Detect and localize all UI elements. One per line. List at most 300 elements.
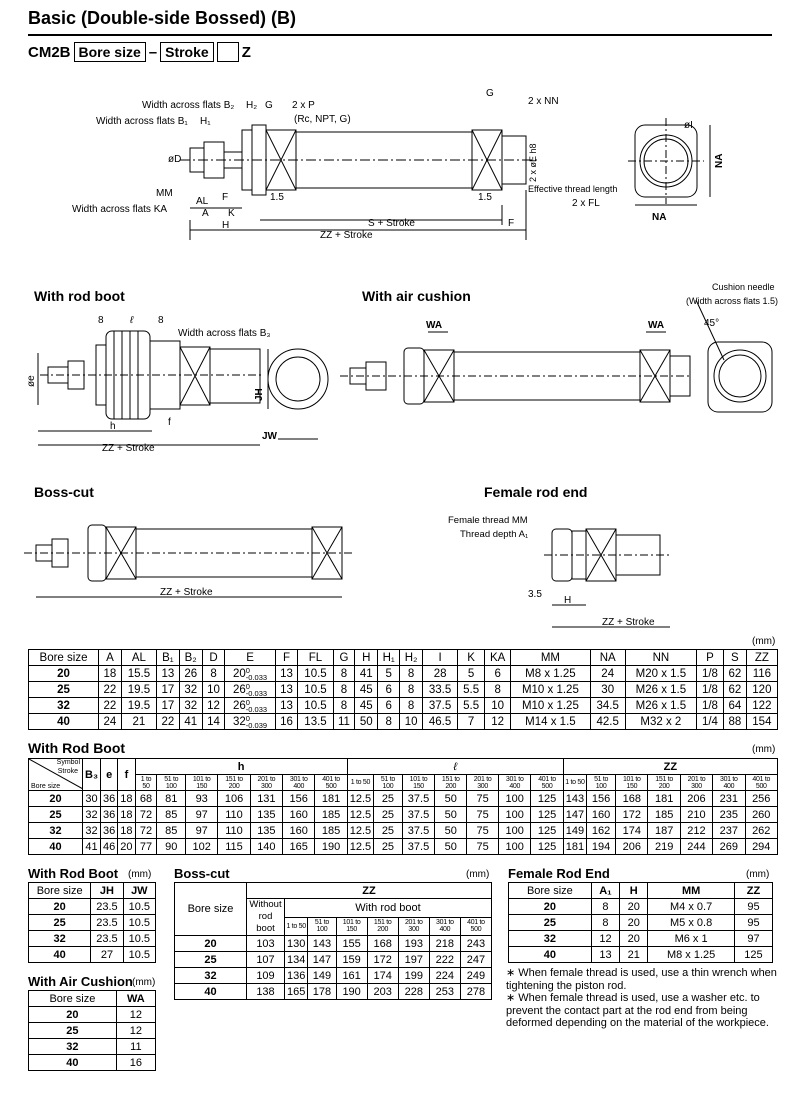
stroke-box: Stroke bbox=[160, 42, 214, 62]
table-row bbox=[29, 807, 778, 823]
table-cell: 25 bbox=[29, 807, 83, 823]
table-cell: 50 bbox=[435, 791, 467, 807]
table-cell: 25 bbox=[175, 952, 247, 968]
bc-range-2: 101 to 150 bbox=[336, 917, 367, 936]
table-cell: 12 bbox=[202, 698, 225, 714]
table-cell: 8 bbox=[333, 698, 355, 714]
aircushion-title: With Air Cushion bbox=[28, 974, 133, 989]
table-cell: 10.5 bbox=[123, 915, 155, 931]
table-cell: 62 bbox=[723, 682, 746, 698]
bc-group-zz: ZZ bbox=[247, 883, 492, 899]
main-col-7: F bbox=[275, 650, 298, 666]
e-value: 26 bbox=[232, 699, 246, 712]
table-cell: 149 bbox=[308, 968, 336, 984]
rb-range-1-2: 101 to 150 bbox=[402, 775, 435, 791]
main-col-5: D bbox=[202, 650, 225, 666]
lbl-wab2: Width across flats B₂ bbox=[142, 100, 235, 111]
table-cell: 6 bbox=[485, 666, 511, 682]
table-cell: 32 bbox=[29, 1039, 117, 1055]
table-cell: 131 bbox=[250, 791, 282, 807]
table-cell: 17 bbox=[156, 698, 179, 714]
table-cell: 125 bbox=[531, 807, 563, 823]
table-cell: 13 bbox=[275, 698, 298, 714]
table-cell: 30 bbox=[590, 682, 625, 698]
rodboot-corner bbox=[29, 759, 83, 791]
table-cell: 25 bbox=[29, 1023, 117, 1039]
table-cell: 46.5 bbox=[423, 714, 458, 730]
table-cell: 149 bbox=[563, 823, 586, 839]
table-cell: 1/8 bbox=[696, 666, 723, 682]
lbl-al: AL bbox=[196, 196, 209, 207]
table-cell: 25 bbox=[509, 915, 592, 931]
table-cell: 41 bbox=[83, 839, 101, 855]
table-cell: 125 bbox=[734, 947, 772, 963]
table-cell: 21 bbox=[620, 947, 648, 963]
main-col-19: P bbox=[696, 650, 723, 666]
table-cell: 140 bbox=[250, 839, 282, 855]
rodboot-table-unit: (mm) bbox=[752, 744, 776, 755]
bc-range-6: 401 to 500 bbox=[460, 917, 491, 936]
lbl-na2: NA bbox=[652, 212, 667, 223]
e-lower: -0.039 bbox=[245, 720, 268, 730]
table-cell: 13 bbox=[275, 682, 298, 698]
table-cell: 33.5 bbox=[423, 682, 458, 698]
table-cell: 26 bbox=[179, 666, 202, 682]
table-cell: 206 bbox=[616, 839, 648, 855]
rb-range-2-3: 151 to 200 bbox=[648, 775, 680, 791]
table-cell: 194 bbox=[587, 839, 616, 855]
table-cell: 18 bbox=[118, 823, 135, 839]
table-cell: 13 bbox=[591, 947, 619, 963]
table-cell: 32 bbox=[175, 968, 247, 984]
lbl-wab1: Width across flats B₁ bbox=[96, 116, 188, 127]
table-cell: 120 bbox=[746, 682, 777, 698]
table-row bbox=[29, 823, 778, 839]
lbl-rb-e: øe bbox=[26, 375, 37, 387]
table-cell: 16 bbox=[116, 1055, 155, 1071]
table-cell: 12 bbox=[116, 1023, 155, 1039]
e-tolerance bbox=[246, 699, 267, 713]
table-cell: 256 bbox=[745, 791, 778, 807]
rb-range-2-1: 51 to 100 bbox=[587, 775, 616, 791]
table-row bbox=[29, 682, 778, 698]
table-cell: 88 bbox=[723, 714, 746, 730]
lbl-rb-jw: JW bbox=[262, 431, 277, 442]
table-cell: 75 bbox=[467, 807, 499, 823]
table-cell: 25 bbox=[374, 839, 403, 855]
main-col-4: B₂ bbox=[179, 650, 202, 666]
lbl-k: K bbox=[228, 208, 235, 219]
lbl-bc-zz: ZZ + Stroke bbox=[160, 587, 213, 598]
lbl-rb-8b: 8 bbox=[158, 315, 164, 326]
table-cell: 5 bbox=[378, 666, 400, 682]
aircushion-table bbox=[28, 990, 156, 1071]
main-col-17: NA bbox=[590, 650, 625, 666]
rb-range-1-4: 201 to 300 bbox=[467, 775, 499, 791]
table-cell: 262 bbox=[745, 823, 778, 839]
section-aircushion: With air cushion bbox=[362, 288, 471, 304]
bc-col-without: Without rod boot bbox=[247, 899, 285, 936]
table-cell: M5 x 0.8 bbox=[648, 915, 735, 931]
bosscut-table-unit: (mm) bbox=[466, 869, 490, 880]
table-cell: 36 bbox=[101, 807, 118, 823]
lbl-p: 2 x P bbox=[292, 100, 315, 111]
table-cell: M8 x 1.25 bbox=[511, 666, 590, 682]
srb-col-0: Bore size bbox=[29, 883, 91, 899]
table-cell: 10 bbox=[202, 682, 225, 698]
rb-range-1-1: 51 to 100 bbox=[374, 775, 403, 791]
table-cell: 20 bbox=[620, 931, 648, 947]
table-cell: 8 bbox=[400, 666, 423, 682]
table-cell: M6 x 1 bbox=[648, 931, 735, 947]
table-cell: 116 bbox=[746, 666, 777, 682]
main-spec-table bbox=[28, 649, 778, 730]
rb-range-0-2: 101 to 150 bbox=[186, 775, 218, 791]
table-cell: 27 bbox=[91, 947, 123, 963]
table-cell: 172 bbox=[367, 952, 398, 968]
rb-group-zz: ZZ bbox=[563, 759, 777, 775]
section-female: Female rod end bbox=[484, 484, 588, 500]
table-cell: 50 bbox=[435, 839, 467, 855]
table-cell: 172 bbox=[616, 807, 648, 823]
rb-range-0-1: 51 to 100 bbox=[157, 775, 186, 791]
table-cell: 41 bbox=[355, 666, 378, 682]
lbl-fl: 2 x FL bbox=[572, 198, 600, 209]
table-cell: 125 bbox=[531, 791, 563, 807]
table-row bbox=[29, 666, 778, 682]
female-table bbox=[508, 882, 773, 963]
table-cell: 85 bbox=[157, 823, 186, 839]
bore-size-box: Bore size bbox=[74, 42, 146, 62]
lbl-rb-l: ℓ bbox=[130, 315, 134, 326]
table-cell: 8 bbox=[591, 915, 619, 931]
rb-range-1-3: 151 to 200 bbox=[435, 775, 467, 791]
table-cell: 25 bbox=[374, 823, 403, 839]
table-cell: 72 bbox=[135, 823, 157, 839]
main-col-8: FL bbox=[298, 650, 333, 666]
table-row bbox=[509, 947, 773, 963]
e-upper: 0 bbox=[245, 681, 250, 691]
table-cell: 235 bbox=[713, 807, 745, 823]
table-row bbox=[29, 698, 778, 714]
table-cell: 50 bbox=[435, 807, 467, 823]
lbl-na1: NA bbox=[714, 153, 725, 168]
lbl-g2: G bbox=[486, 88, 494, 99]
fr-col-4: ZZ bbox=[734, 883, 772, 899]
table-row bbox=[29, 1023, 156, 1039]
table-cell: 97 bbox=[186, 807, 218, 823]
table-cell: 165 bbox=[283, 839, 315, 855]
table-cell: M26 x 1.5 bbox=[625, 698, 696, 714]
table-cell: 278 bbox=[460, 984, 491, 1000]
lbl-wa2: WA bbox=[648, 320, 665, 331]
table-cell: 10.5 bbox=[298, 666, 333, 682]
table-cell: 130 bbox=[285, 936, 308, 952]
table-cell: 5.5 bbox=[458, 682, 485, 698]
female-table-title: Female Rod End bbox=[508, 866, 610, 881]
table-cell: 11 bbox=[333, 714, 355, 730]
table-cell: 13 bbox=[156, 666, 179, 682]
table-cell: 199 bbox=[398, 968, 429, 984]
table-cell: 107 bbox=[247, 952, 285, 968]
rodboot-drawing bbox=[0, 305, 350, 455]
lbl-rb-jh: JH bbox=[254, 388, 265, 401]
table-cell: 136 bbox=[285, 968, 308, 984]
lbl-fr-a1: Thread depth A₁ bbox=[460, 529, 529, 540]
lbl-d: øD bbox=[168, 154, 182, 165]
table-cell: M8 x 1.25 bbox=[648, 947, 735, 963]
table-cell: 34.5 bbox=[590, 698, 625, 714]
rb-range-2-0: 1 to 50 bbox=[563, 775, 586, 791]
table-cell: 50 bbox=[435, 823, 467, 839]
main-col-16: MM bbox=[511, 650, 590, 666]
note-1: ∗ When female thread is used, use a thin wrench when tightening the piston rod. bbox=[506, 967, 777, 992]
table-cell: 12 bbox=[116, 1007, 155, 1023]
lbl-zz: ZZ + Stroke bbox=[320, 230, 373, 241]
e-lower: -0.033 bbox=[245, 704, 268, 714]
main-col-6: E bbox=[225, 650, 275, 666]
lbl-h2: H₂ bbox=[246, 100, 258, 111]
table-cell: 20 bbox=[118, 839, 135, 855]
table-cell: 85 bbox=[157, 807, 186, 823]
table-cell: 168 bbox=[367, 936, 398, 952]
lbl-fr-zz: ZZ + Stroke bbox=[602, 617, 655, 628]
table-cell: 269 bbox=[713, 839, 745, 855]
table-cell: 32 bbox=[179, 682, 202, 698]
table-cell: 203 bbox=[367, 984, 398, 1000]
main-col-13: I bbox=[423, 650, 458, 666]
table-cell: 8 bbox=[400, 698, 423, 714]
table-cell: 156 bbox=[283, 791, 315, 807]
table-cell: 8 bbox=[202, 666, 225, 682]
table-cell: 25 bbox=[29, 915, 91, 931]
table-cell: 20 bbox=[29, 1007, 117, 1023]
lbl-rb-h: h bbox=[110, 421, 116, 432]
table-cell: 100 bbox=[499, 839, 531, 855]
bosscut-table-title: Boss-cut bbox=[174, 866, 230, 881]
table-cell: 14 bbox=[202, 714, 225, 730]
table-cell: 185 bbox=[315, 807, 347, 823]
e-upper: 0 bbox=[245, 665, 250, 675]
table-row bbox=[29, 947, 156, 963]
e-value: 20 bbox=[232, 667, 246, 680]
table-cell: 115 bbox=[218, 839, 250, 855]
table-cell: 25 bbox=[374, 807, 403, 823]
e-value: 26 bbox=[232, 683, 246, 696]
female-drawing bbox=[440, 505, 780, 635]
table-cell: 40 bbox=[29, 714, 99, 730]
model-code bbox=[28, 42, 251, 62]
table-row bbox=[29, 791, 778, 807]
table-cell: 12 bbox=[485, 714, 511, 730]
table-cell: 165 bbox=[285, 984, 308, 1000]
table-row bbox=[29, 915, 156, 931]
table-cell: 75 bbox=[467, 791, 499, 807]
table-cell: 154 bbox=[746, 714, 777, 730]
table-cell: 37.5 bbox=[402, 839, 435, 855]
table-cell: 37.5 bbox=[423, 698, 458, 714]
table-cell: 218 bbox=[429, 936, 460, 952]
table-cell: 197 bbox=[398, 952, 429, 968]
table-cell: 185 bbox=[315, 823, 347, 839]
table-cell: 1/4 bbox=[696, 714, 723, 730]
table-cell: 20 bbox=[29, 791, 83, 807]
fr-col-2: H bbox=[620, 883, 648, 899]
table-cell: 156 bbox=[587, 791, 616, 807]
table-cell: 190 bbox=[336, 984, 367, 1000]
table-cell: 23.5 bbox=[91, 931, 123, 947]
rb-range-1-5: 301 to 400 bbox=[499, 775, 531, 791]
e-lower: -0.033 bbox=[245, 672, 268, 682]
model-dash: – bbox=[148, 43, 158, 61]
table-row bbox=[175, 936, 492, 952]
lbl-i: øI bbox=[684, 120, 693, 131]
table-cell: 10.5 bbox=[298, 698, 333, 714]
table-cell: 106 bbox=[218, 791, 250, 807]
table-cell: 253 bbox=[429, 984, 460, 1000]
small-rodboot-title: With Rod Boot bbox=[28, 866, 119, 881]
bc-group-with: With rod boot bbox=[285, 899, 492, 918]
main-col-10: H bbox=[355, 650, 378, 666]
lbl-needle-flats: (Width across flats 1.5) bbox=[686, 296, 779, 306]
table-cell: 32 bbox=[83, 807, 101, 823]
rb-range-2-4: 201 to 300 bbox=[680, 775, 712, 791]
table-cell: 8 bbox=[333, 682, 355, 698]
table-cell: 75 bbox=[467, 823, 499, 839]
main-col-15: KA bbox=[485, 650, 511, 666]
table-cell: 10.5 bbox=[123, 899, 155, 915]
lbl-eff: Effective thread length bbox=[528, 184, 618, 194]
rb-col-e: e bbox=[101, 759, 118, 791]
table-cell: 81 bbox=[157, 791, 186, 807]
note-2: ∗ When female thread is used, use a washer etc. to prevent the contact part at the rod end from being deformed depending on the material of the workpiece. bbox=[506, 992, 769, 1029]
main-col-12: H₂ bbox=[400, 650, 423, 666]
table-row bbox=[175, 984, 492, 1000]
table-cell: 190 bbox=[315, 839, 347, 855]
table-cell: 134 bbox=[285, 952, 308, 968]
table-cell: 8 bbox=[333, 666, 355, 682]
table-cell: 125 bbox=[531, 839, 563, 855]
table-cell: 13.5 bbox=[298, 714, 333, 730]
table-cell: 160 bbox=[587, 807, 616, 823]
table-cell: 93 bbox=[186, 791, 218, 807]
table-cell: 68 bbox=[135, 791, 157, 807]
table-cell: 178 bbox=[308, 984, 336, 1000]
table-cell: 18 bbox=[118, 791, 135, 807]
table-cell: 187 bbox=[648, 823, 680, 839]
e-value: 32 bbox=[232, 715, 246, 728]
table-cell: 15.5 bbox=[121, 666, 156, 682]
table-cell: 12 bbox=[591, 931, 619, 947]
table-cell: 206 bbox=[680, 791, 712, 807]
corner-stroke: Stroke bbox=[57, 768, 78, 775]
table-cell: 50 bbox=[355, 714, 378, 730]
table-cell: 222 bbox=[429, 952, 460, 968]
rb-range-0-6: 401 to 500 bbox=[315, 775, 347, 791]
table-cell: 224 bbox=[429, 968, 460, 984]
table-cell: 24 bbox=[590, 666, 625, 682]
table-cell: 231 bbox=[713, 791, 745, 807]
rb-range-0-4: 201 to 300 bbox=[250, 775, 282, 791]
table-row bbox=[29, 714, 778, 730]
table-cell: 97 bbox=[186, 823, 218, 839]
bc-col-bore: Bore size bbox=[175, 883, 247, 936]
lbl-h1: H₁ bbox=[200, 116, 211, 127]
table-cell: 32 bbox=[29, 698, 99, 714]
table-cell: 13 bbox=[275, 666, 298, 682]
lbl-a: A bbox=[202, 208, 209, 219]
table-cell: 19.5 bbox=[121, 698, 156, 714]
table-cell: 97 bbox=[734, 931, 772, 947]
table-cell: 181 bbox=[563, 839, 586, 855]
table-cell: 147 bbox=[563, 807, 586, 823]
main-drawing bbox=[0, 80, 800, 250]
main-col-9: G bbox=[333, 650, 355, 666]
table-cell: 95 bbox=[734, 899, 772, 915]
lbl-rb-zz: ZZ + Stroke bbox=[102, 443, 155, 454]
table-row bbox=[29, 839, 778, 855]
table-cell: M20 x 1.5 bbox=[625, 666, 696, 682]
table-cell: 135 bbox=[250, 823, 282, 839]
aircushion-unit: (mm) bbox=[132, 977, 156, 988]
table-cell: 110 bbox=[218, 807, 250, 823]
table-cell: 5.5 bbox=[458, 698, 485, 714]
rodboot-table-title: With Rod Boot bbox=[28, 740, 126, 756]
table-cell: 174 bbox=[367, 968, 398, 984]
bc-range-5: 301 to 400 bbox=[429, 917, 460, 936]
table-cell: 102 bbox=[186, 839, 218, 855]
table-cell: 21 bbox=[121, 714, 156, 730]
fr-col-0: Bore size bbox=[509, 883, 592, 899]
table-cell: 41 bbox=[179, 714, 202, 730]
table-cell: 36 bbox=[101, 823, 118, 839]
srb-col-1: JH bbox=[91, 883, 123, 899]
table-cell: 160 bbox=[283, 807, 315, 823]
lbl-ff: F bbox=[508, 218, 515, 229]
rb-range-0-0: 1 to 50 bbox=[135, 775, 157, 791]
lbl-fr-mm: Female thread MM bbox=[448, 515, 528, 526]
table-cell: 28 bbox=[423, 666, 458, 682]
table-cell: 23.5 bbox=[91, 915, 123, 931]
table-cell: 168 bbox=[616, 791, 648, 807]
table-cell: 1/8 bbox=[696, 682, 723, 698]
title-divider bbox=[28, 34, 772, 36]
table-cell: 12.5 bbox=[347, 839, 373, 855]
table-cell: 62 bbox=[723, 666, 746, 682]
main-col-21: ZZ bbox=[746, 650, 777, 666]
table-cell: 20 bbox=[175, 936, 247, 952]
table-cell: 122 bbox=[746, 698, 777, 714]
table-cell: 10.5 bbox=[123, 947, 155, 963]
table-cell: 30 bbox=[83, 791, 101, 807]
table-cell: 160 bbox=[283, 823, 315, 839]
table-cell: 12.5 bbox=[347, 807, 373, 823]
table-cell: 25 bbox=[374, 791, 403, 807]
table-cell: 10.5 bbox=[298, 682, 333, 698]
table-cell: 260 bbox=[745, 807, 778, 823]
table-row bbox=[29, 931, 156, 947]
table-cell: 22 bbox=[99, 698, 122, 714]
rb-range-1-6: 401 to 500 bbox=[531, 775, 563, 791]
table-cell: 210 bbox=[680, 807, 712, 823]
bc-range-4: 201 to 300 bbox=[398, 917, 429, 936]
lbl-wa1: WA bbox=[426, 320, 443, 331]
main-col-3: B₁ bbox=[156, 650, 179, 666]
table-cell: 20 bbox=[29, 899, 91, 915]
table-cell: 110 bbox=[218, 823, 250, 839]
e-lower: -0.033 bbox=[245, 688, 268, 698]
table-cell: 32 bbox=[29, 823, 83, 839]
